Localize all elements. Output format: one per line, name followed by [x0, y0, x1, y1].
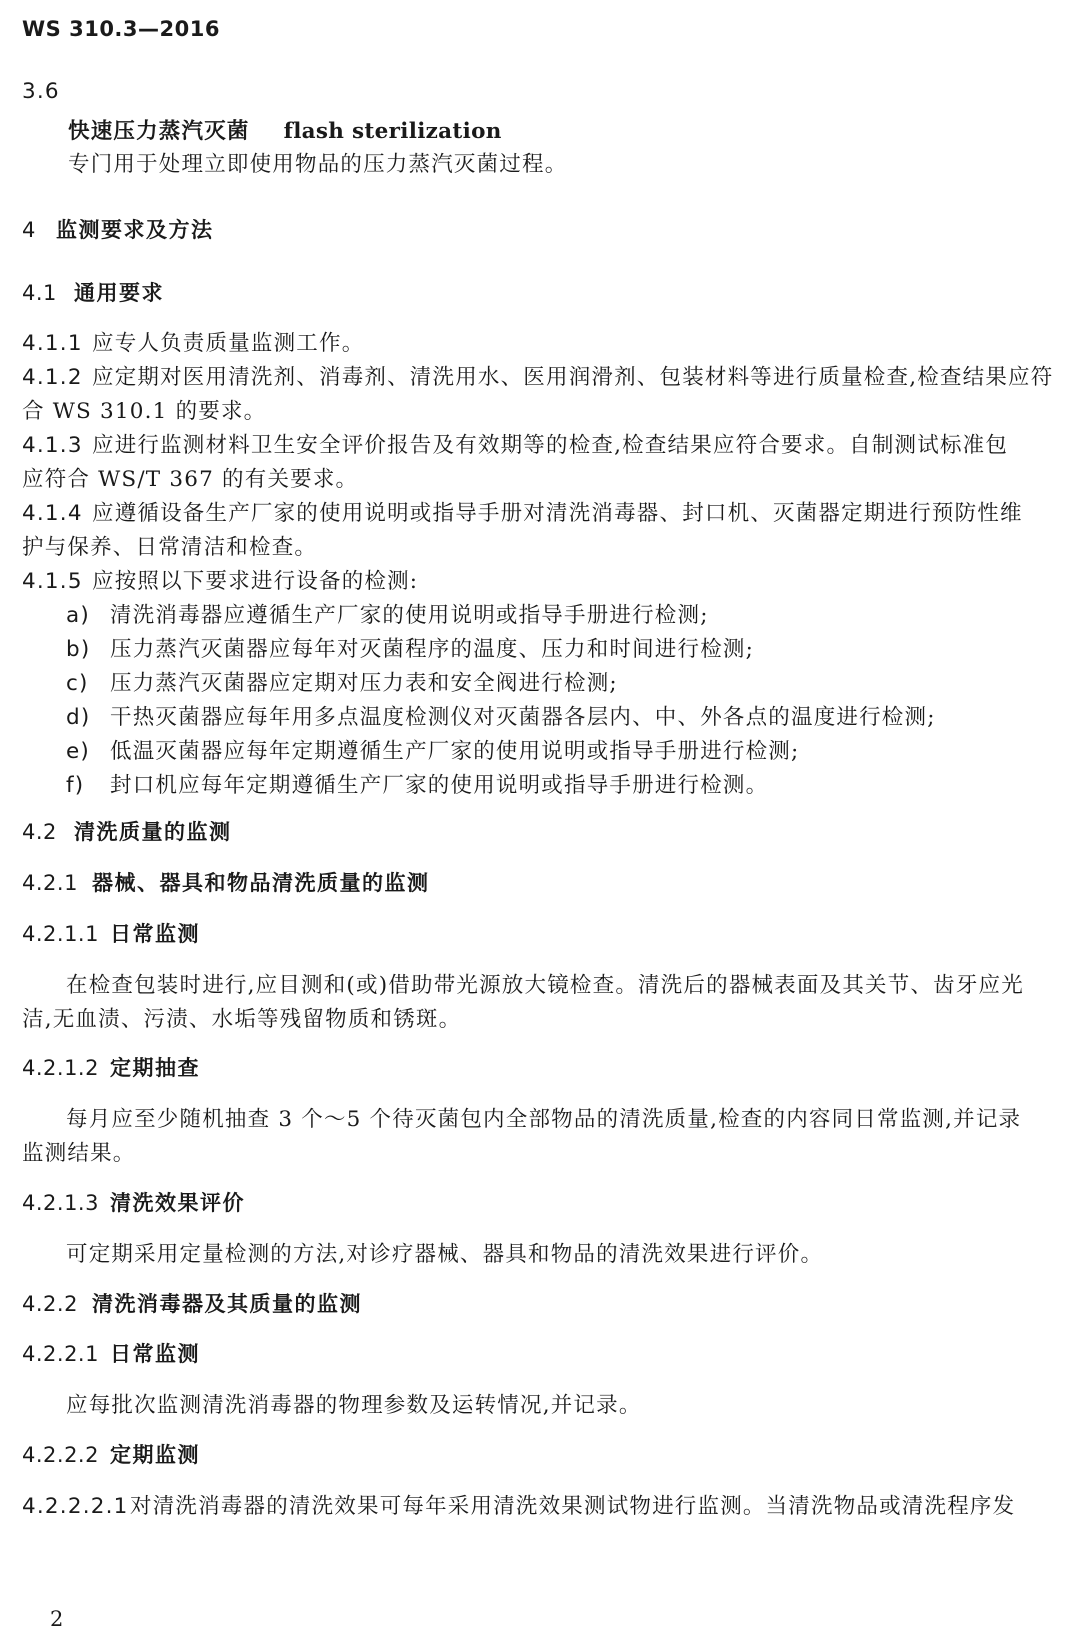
clause-paragraph-continued: 护与保养、日常清洁和检查。: [22, 535, 318, 560]
section-heading: 4.2.2.1 日常监测: [22, 1342, 200, 1366]
paragraph: 可定期采用定量检测的方法,对诊疗器械、器具和物品的清洗效果进行评价。: [66, 1242, 824, 1267]
term-chinese: 快速压力蒸汽灭菌: [68, 119, 250, 144]
clause-paragraph: 4.1.4 应遵循设备生产厂家的使用说明或指导手册对清洗消毒器、封口机、灭菌器定期进行预防性维: [22, 501, 1023, 526]
list-item: e) 低温灭菌器应每年定期遵循生产厂家的使用说明或指导手册进行检测;: [66, 739, 800, 764]
clause-paragraph: 4.1.2 应定期对医用清洗剂、消毒剂、清洗用水、医用润滑剂、包装材料等进行质量检查,检查结果应符: [22, 365, 1054, 390]
section-heading: 4.2.2.2 定期监测: [22, 1443, 200, 1467]
paragraph-continued: 洁,无血渍、污渍、水垢等残留物质和锈斑。: [22, 1007, 462, 1032]
section-heading: 4.2.2 清洗消毒器及其质量的监测: [22, 1292, 362, 1316]
list-item: f) 封口机应每年定期遵循生产厂家的使用说明或指导手册进行检测。: [66, 773, 769, 798]
list-item: b) 压力蒸汽灭菌器应每年对灭菌程序的温度、压力和时间进行检测;: [66, 637, 755, 662]
clause-paragraph-continued: 应符合 WS/T 367 的有关要求。: [22, 467, 359, 492]
clause-paragraph: 4.2.2.2.1对清洗消毒器的清洗效果可每年采用清洗效果测试物进行监测。当清洗物品或清洗程序发: [22, 1494, 1016, 1519]
term-definition: 专门用于处理立即使用物品的压力蒸汽灭菌过程。: [68, 152, 568, 177]
paragraph: 应每批次监测清洗消毒器的物理参数及运转情况,并记录。: [66, 1393, 642, 1418]
section-heading: 4.1 通用要求: [22, 281, 164, 305]
section-heading: 4.2.1.1 日常监测: [22, 922, 200, 946]
section-heading: 4.2 清洗质量的监测: [22, 820, 232, 844]
section-heading: 4 监测要求及方法: [22, 218, 214, 242]
section-heading: 4.2.1.2 定期抽查: [22, 1056, 200, 1080]
clause-paragraph: 4.1.3 应进行监测材料卫生安全评价报告及有效期等的检查,检查结果应符合要求。自制测试标准包: [22, 433, 1009, 458]
section-heading: 4.2.1 器械、器具和物品清洗质量的监测: [22, 871, 430, 895]
paragraph: 在检查包装时进行,应目测和(或)借助带光源放大镜检查。清洗后的器械表面及其关节、齿牙应光: [66, 973, 1024, 998]
paragraph: 每月应至少随机抽查 3 个～5 个待灭菌包内全部物品的清洗质量,检查的内容同日常监测,并记录: [66, 1107, 1022, 1132]
clause-number: 3.6: [22, 79, 60, 104]
clause-paragraph: 4.1.5 应按照以下要求进行设备的检测:: [22, 569, 419, 594]
list-item: a) 清洗消毒器应遵循生产厂家的使用说明或指导手册进行检测;: [66, 603, 709, 628]
term-line: [68, 114, 502, 145]
list-item: c) 压力蒸汽灭菌器应定期对压力表和安全阀进行检测;: [66, 671, 618, 696]
standard-code-header: WS 310.3—2016: [22, 17, 220, 41]
paragraph-continued: 监测结果。: [22, 1141, 136, 1166]
clause-paragraph: 4.1.1 应专人负责质量监测工作。: [22, 331, 365, 356]
section-heading: 4.2.1.3 清洗效果评价: [22, 1191, 245, 1215]
term-english: flash sterilization: [283, 119, 502, 144]
clause-paragraph-continued: 合 WS 310.1 的要求。: [22, 399, 267, 424]
page-number: 2: [50, 1607, 64, 1631]
list-item: d) 干热灭菌器应每年用多点温度检测仪对灭菌器各层内、中、外各点的温度进行检测;: [66, 705, 936, 730]
